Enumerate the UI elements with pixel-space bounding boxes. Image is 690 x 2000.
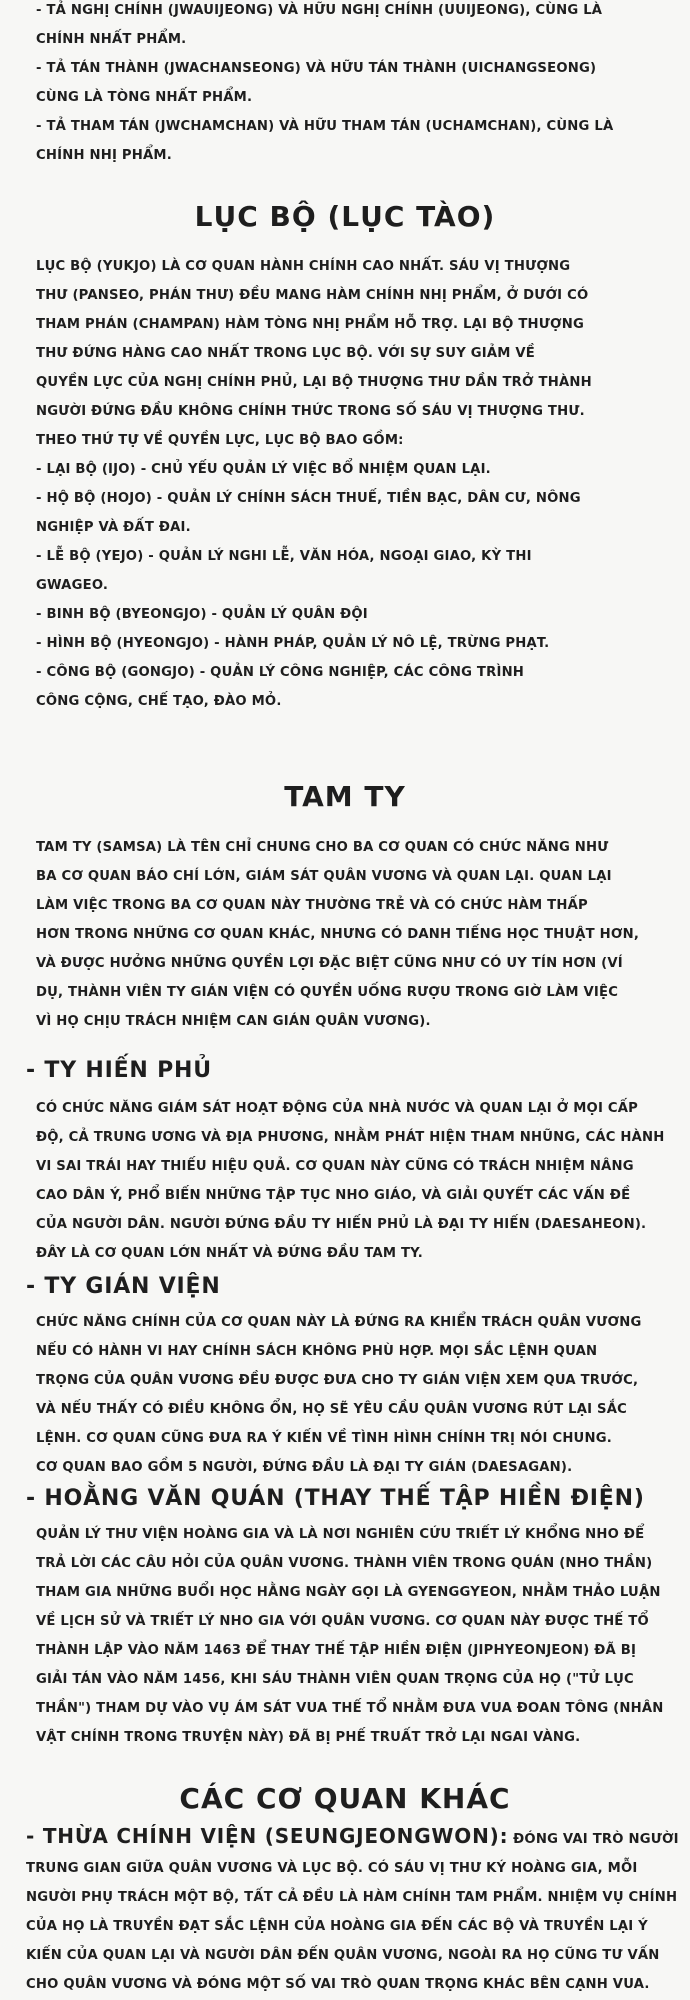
luc-bo-line: NGƯỜI ĐỨNG ĐẦU KHÔNG CHÍNH THỨC TRONG SỐ SÁU VỊ THƯỢNG THƯ. [36, 404, 585, 419]
luc-bo-line: - BINH BỘ (BYEONGJO) - QUẢN LÝ QUÂN ĐỘI [36, 607, 368, 622]
luc-bo-line: - HỘ BỘ (HOJO) - QUẢN LÝ CHÍNH SÁCH THUẾ, TIỀN BẠC, DÂN CƯ, NÔNG [36, 491, 581, 506]
tam-ty-line: VÌ HỌ CHỊU TRÁCH NHIỆM CAN GIÁN QUÂN VƯƠNG). [36, 1014, 431, 1029]
cac-co-quan-khac-line: CỦA HỌ LÀ TRUYỀN ĐẠT SẮC LỆNH CỦA HOÀNG GIA ĐẾN CÁC BỘ VÀ TRUYỀN LẠI Ý [26, 1919, 648, 1934]
ty-gian-vien-line: CHỨC NĂNG CHÍNH CỦA CƠ QUAN NÀY LÀ ĐỨNG RA KHIỂN TRÁCH QUÂN VƯƠNG [36, 1315, 642, 1330]
hoang-van-quan-line: THẦN") THAM DỰ VÀO VỤ ÁM SÁT VUA THẾ TỔ NHẰM ĐƯA VUA ĐOAN TÔNG (NHÂN [36, 1701, 664, 1716]
cac-co-quan-khac-heading: CÁC CƠ QUAN KHÁC [179, 1782, 511, 1815]
ty-hien-phu-line: ĐÂY LÀ CƠ QUAN LỚN NHẤT VÀ ĐỨNG ĐẦU TAM TY. [36, 1246, 423, 1261]
tam-ty-line: LÀM VIỆC TRONG BA CƠ QUAN NÀY THƯỜNG TRẺ VÀ CÓ CHỨC HÀM THẤP [36, 898, 588, 913]
luc-bo-line: NGHIỆP VÀ ĐẤT ĐAI. [36, 520, 191, 535]
thua-chinh-vien-line [26, 1822, 679, 1854]
intro-list [36, 0, 654, 170]
luc-bo-line: - CÔNG BỘ (GONGJO) - QUẢN LÝ CÔNG NGHIỆP, CÁC CÔNG TRÌNH [36, 665, 525, 680]
tam-ty-heading: TAM TY [284, 780, 406, 813]
luc-bo-line: THEO THỨ TỰ VỀ QUYỀN LỰC, LỤC BỘ BAO GỒM: [36, 433, 404, 448]
thua-chinh-vien-lead: ĐÓNG VAI TRÒ NGƯỜI [508, 1832, 679, 1847]
hoang-van-quan-line: GIẢI TÁN VÀO NĂM 1456, KHI SÁU THÀNH VIÊN QUAN TRỌNG CỦA HỌ ("TỬ LỤC [36, 1672, 634, 1687]
luc-bo-line: CÔNG CỘNG, CHẾ TẠO, ĐÀO MỎ. [36, 694, 282, 709]
intro-line: CHÍNH NHẤT PHẨM. [36, 32, 187, 47]
hoang-van-quan-line: VỀ LỊCH SỬ VÀ TRIẾT LÝ NHO GIA VỚI QUÂN VƯƠNG. CƠ QUAN NÀY ĐƯỢC THẾ TỔ [36, 1614, 649, 1629]
cac-co-quan-khac-line: CHO QUÂN VƯƠNG VÀ ĐÓNG MỘT SỐ VAI TRÒ QUAN TRỌNG KHÁC BÊN CẠNH VUA. [26, 1977, 650, 1992]
intro-line: - TẢ NGHỊ CHÍNH (JWAUIJEONG) VÀ HỮU NGHỊ CHÍNH (UUIJEONG), CÙNG LÀ [36, 3, 603, 18]
intro-line: CHÍNH NHỊ PHẨM. [36, 148, 172, 163]
ty-gian-vien-heading: - TY GIÁN VIỆN [26, 1274, 221, 1299]
intro-line: - TẢ THAM TÁN (JWCHAMCHAN) VÀ HỮU THAM TÁN (UCHAMCHAN), CÙNG LÀ [36, 119, 614, 134]
intro-line: CÙNG LÀ TÒNG NHẤT PHẨM. [36, 90, 253, 105]
luc-bo-heading: LỤC BỘ (LỤC TÀO) [194, 200, 496, 233]
hoang-van-quan-line: THÀNH LẬP VÀO NĂM 1463 ĐỂ THAY THẾ TẬP HIỀN ĐIỆN (JIPHYEONJEON) ĐÃ BỊ [36, 1643, 637, 1658]
ty-gian-vien-line: CƠ QUAN BAO GỒM 5 NGƯỜI, ĐỨNG ĐẦU LÀ ĐẠI TY GIÁN (DAESAGAN). [36, 1460, 573, 1475]
tam-ty-line: HƠN TRONG NHỮNG CƠ QUAN KHÁC, NHƯNG CÓ DANH TIẾNG HỌC THUẬT HƠN, [36, 927, 640, 942]
hoang-van-quan-line: QUẢN LÝ THƯ VIỆN HOÀNG GIA VÀ LÀ NƠI NGHIÊN CỨU TRIẾT LÝ KHỔNG NHO ĐỂ [36, 1527, 645, 1542]
ty-gian-vien-line: VÀ NẾU THẤY CÓ ĐIỀU KHÔNG ỔN, HỌ SẼ YÊU CẦU QUÂN VƯƠNG RÚT LẠI SẮC [36, 1402, 628, 1417]
ty-gian-vien-body [36, 1308, 654, 1482]
ty-hien-phu-line: VI SAI TRÁI HAY THIẾU HIỆU QUẢ. CƠ QUAN NÀY CŨNG CÓ TRÁCH NHIỆM NÂNG [36, 1159, 634, 1174]
luc-bo-line: THƯ ĐỨNG HÀNG CAO NHẤT TRONG LỤC BỘ. VỚI SỰ SUY GIẢM VỀ [36, 346, 536, 361]
luc-bo-line: - LỄ BỘ (YEJO) - QUẢN LÝ NGHI LỄ, VĂN HÓA, NGOẠI GIAO, KỲ THI [36, 549, 532, 564]
ty-hien-phu-heading: - TY HIẾN PHỦ [26, 1058, 212, 1083]
luc-bo-line: - HÌNH BỘ (HYEONGJO) - HÀNH PHÁP, QUẢN LÝ NÔ LỆ, TRỪNG PHẠT. [36, 636, 550, 651]
thua-chinh-vien-heading: - THỪA CHÍNH VIỆN (SEUNGJEONGWON): [26, 1824, 509, 1848]
luc-bo-body [36, 252, 654, 716]
ty-gian-vien-line: TRỌNG CỦA QUÂN VƯƠNG ĐỀU ĐƯỢC ĐƯA CHO TY GIÁN VIỆN XEM QUA TRƯỚC, [36, 1373, 639, 1388]
hoang-van-quan-line: TRẢ LỜI CÁC CÂU HỎI CỦA QUÂN VƯƠNG. THÀNH VIÊN TRONG QUÁN (NHO THẦN) [36, 1556, 653, 1571]
luc-bo-line: THƯ (PANSEO, PHÁN THƯ) ĐỀU MANG HÀM CHÍNH NHỊ PHẨM, Ở DƯỚI CÓ [36, 288, 589, 303]
hoang-van-quan-body [36, 1520, 664, 1752]
tam-ty-line: BA CƠ QUAN BÁO CHÍ LỚN, GIÁM SÁT QUÂN VƯƠNG VÀ QUAN LẠI. QUAN LẠI [36, 869, 612, 884]
ty-hien-phu-line: CỦA NGƯỜI DÂN. NGƯỜI ĐỨNG ĐẦU TY HIẾN PHỦ LÀ ĐẠI TY HIẾN (DAESAHEON). [36, 1217, 647, 1232]
tam-ty-line: DỤ, THÀNH VIÊN TY GIÁN VIỆN CÓ QUYỀN UỐNG RƯỢU TRONG GIỜ LÀM VIỆC [36, 985, 619, 1000]
cac-co-quan-khac-body [26, 1822, 679, 1999]
ty-gian-vien-line: LỆNH. CƠ QUAN CŨNG ĐƯA RA Ý KIẾN VỀ TÌNH HÌNH CHÍNH TRỊ NÓI CHUNG. [36, 1431, 612, 1446]
hoang-van-quan-line: VẬT CHÍNH TRONG TRUYỆN NÀY) ĐÃ BỊ PHẾ TRUẤT TRỞ LẠI NGAI VÀNG. [36, 1730, 581, 1745]
ty-hien-phu-body [36, 1094, 665, 1268]
hoang-van-quan-line: THAM GIA NHỮNG BUỔI HỌC HẰNG NGÀY GỌI LÀ GYENGGYEON, NHẰM THẢO LUẬN [36, 1585, 661, 1600]
ty-hien-phu-line: CÓ CHỨC NĂNG GIÁM SÁT HOẠT ĐỘNG CỦA NHÀ NƯỚC VÀ QUAN LẠI Ở MỌI CẤP [36, 1101, 638, 1116]
luc-bo-line: QUYỀN LỰC CỦA NGHỊ CHÍNH PHỦ, LẠI BỘ THƯỢNG THƯ DẦN TRỞ THÀNH [36, 375, 592, 390]
tam-ty-line: TAM TY (SAMSA) LÀ TÊN CHỈ CHUNG CHO BA CƠ QUAN CÓ CHỨC NĂNG NHƯ [36, 840, 609, 855]
ty-hien-phu-line: ĐỘ, CẢ TRUNG ƯƠNG VÀ ĐỊA PHƯƠNG, NHẰM PHÁT HIỆN THAM NHŨNG, CÁC HÀNH [36, 1130, 665, 1145]
cac-co-quan-khac-line: KIẾN CỦA QUAN LẠI VÀ NGƯỜI DÂN ĐẾN QUÂN VƯƠNG, NGOÀI RA HỌ CŨNG TƯ VẤN [26, 1948, 660, 1963]
cac-co-quan-khac-line: TRUNG GIAN GIỮA QUÂN VƯƠNG VÀ LỤC BỘ. CÓ SÁU VỊ THƯ KÝ HOÀNG GIA, MỖI [26, 1861, 638, 1876]
ty-gian-vien-line: NẾU CÓ HÀNH VI HAY CHÍNH SÁCH KHÔNG PHÙ HỢP. MỌI SẮC LỆNH QUAN [36, 1344, 598, 1359]
luc-bo-line: LỤC BỘ (YUKJO) LÀ CƠ QUAN HÀNH CHÍNH CAO NHẤT. SÁU VỊ THƯỢNG [36, 259, 571, 274]
intro-line: - TẢ TÁN THÀNH (JWACHANSEONG) VÀ HỮU TÁN THÀNH (UICHANGSEONG) [36, 61, 597, 76]
luc-bo-line: GWAGEO. [36, 578, 109, 593]
tam-ty-body [36, 833, 654, 1036]
luc-bo-line: - LẠI BỘ (IJO) - CHỦ YẾU QUẢN LÝ VIỆC BỔ NHIỆM QUAN LẠI. [36, 462, 491, 477]
tam-ty-line: VÀ ĐƯỢC HƯỞNG NHỮNG QUYỀN LỢI ĐẶC BIỆT CŨNG NHƯ CÓ UY TÍN HƠN (VÍ [36, 956, 623, 971]
cac-co-quan-khac-line: NGƯỜI PHỤ TRÁCH MỘT BỘ, TẤT CẢ ĐỀU LÀ HÀM CHÍNH TAM PHẨM. NHIỆM VỤ CHÍNH [26, 1890, 678, 1905]
hoang-van-quan-heading: - HOẰNG VĂN QUÁN (THAY THẾ TẬP HIỀN ĐIỆN) [26, 1486, 645, 1511]
ty-hien-phu-line: CAO DÂN Ý, PHỔ BIẾN NHỮNG TẬP TỤC NHO GIÁO, VÀ GIẢI QUYẾT CÁC VẤN ĐỀ [36, 1188, 631, 1203]
luc-bo-line: THAM PHÁN (CHAMPAN) HÀM TÒNG NHỊ PHẨM HỖ TRỢ. LẠI BỘ THƯỢNG [36, 317, 584, 332]
